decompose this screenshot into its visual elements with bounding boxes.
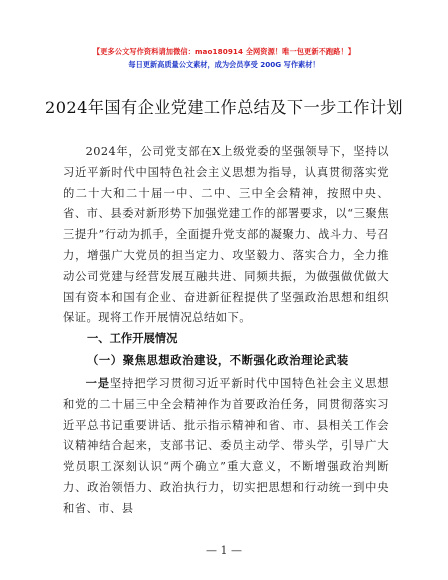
promo-banner-blue: 每日更新高质量公文素材，成为会员享受 200G 写作素材！ — [128, 60, 320, 69]
subsection-paragraph-text — [63, 374, 389, 520]
section-heading: 一、工作开展情况 — [87, 332, 178, 345]
intro-paragraph — [63, 142, 389, 329]
paragraph-lead: 一是 — [85, 377, 110, 390]
intro-paragraph-text: 2024年，公司党支部在X上级党委的坚强领导下，坚持以习近平新时代中国特色社会主义思想为指导，认真贯彻落实党的二十大和二十届一中、二中、三中全会精神，按照中央、省、市、县委对新形势下加强党建工作的部署要求，以“三聚焦三提升”行动为抓手，全面提升党支部的凝聚力、战斗力、号召力，增强广大党员的担当定力、攻坚毅力、落实合力，全力推动公司党建与经营发展互融共进、同频共振，为做强做优做大国有资本和国有企业、奋进新征程提供了坚强政治思想和组织保证。现将工作开展情况总结如下。 — [63, 145, 389, 325]
paragraph-body: 坚持把学习贯彻习近平新时代中国特色社会主义思想和党的二十届三中全会精神作为首要政治任务，同贯彻落实习近平总书记重要讲话、批示指示精神和省、市、县相关工作会议精神结合起来，支部书记、委员主动学、带头学，引导广大党员职工深刻认识“两个确立”重大意义，不断增强政治判断力、政治领悟力、政治执行力，切实把思想和行动统一到中央和省、市、县 — [63, 377, 389, 515]
promo-banner-red: 【更多公文写作资料请加微信：mao180914 全网资源！唯一包更新不跑路！】 — [92, 47, 356, 56]
subsection-paragraph — [63, 374, 389, 520]
page-number: — 1 — — [206, 544, 242, 557]
document-title: 2024年国有企业党建工作总结及下一步工作计划 — [45, 98, 403, 117]
subsection-heading: （一）聚焦思想政治建设，不断强化政治理论武装 — [87, 353, 349, 367]
